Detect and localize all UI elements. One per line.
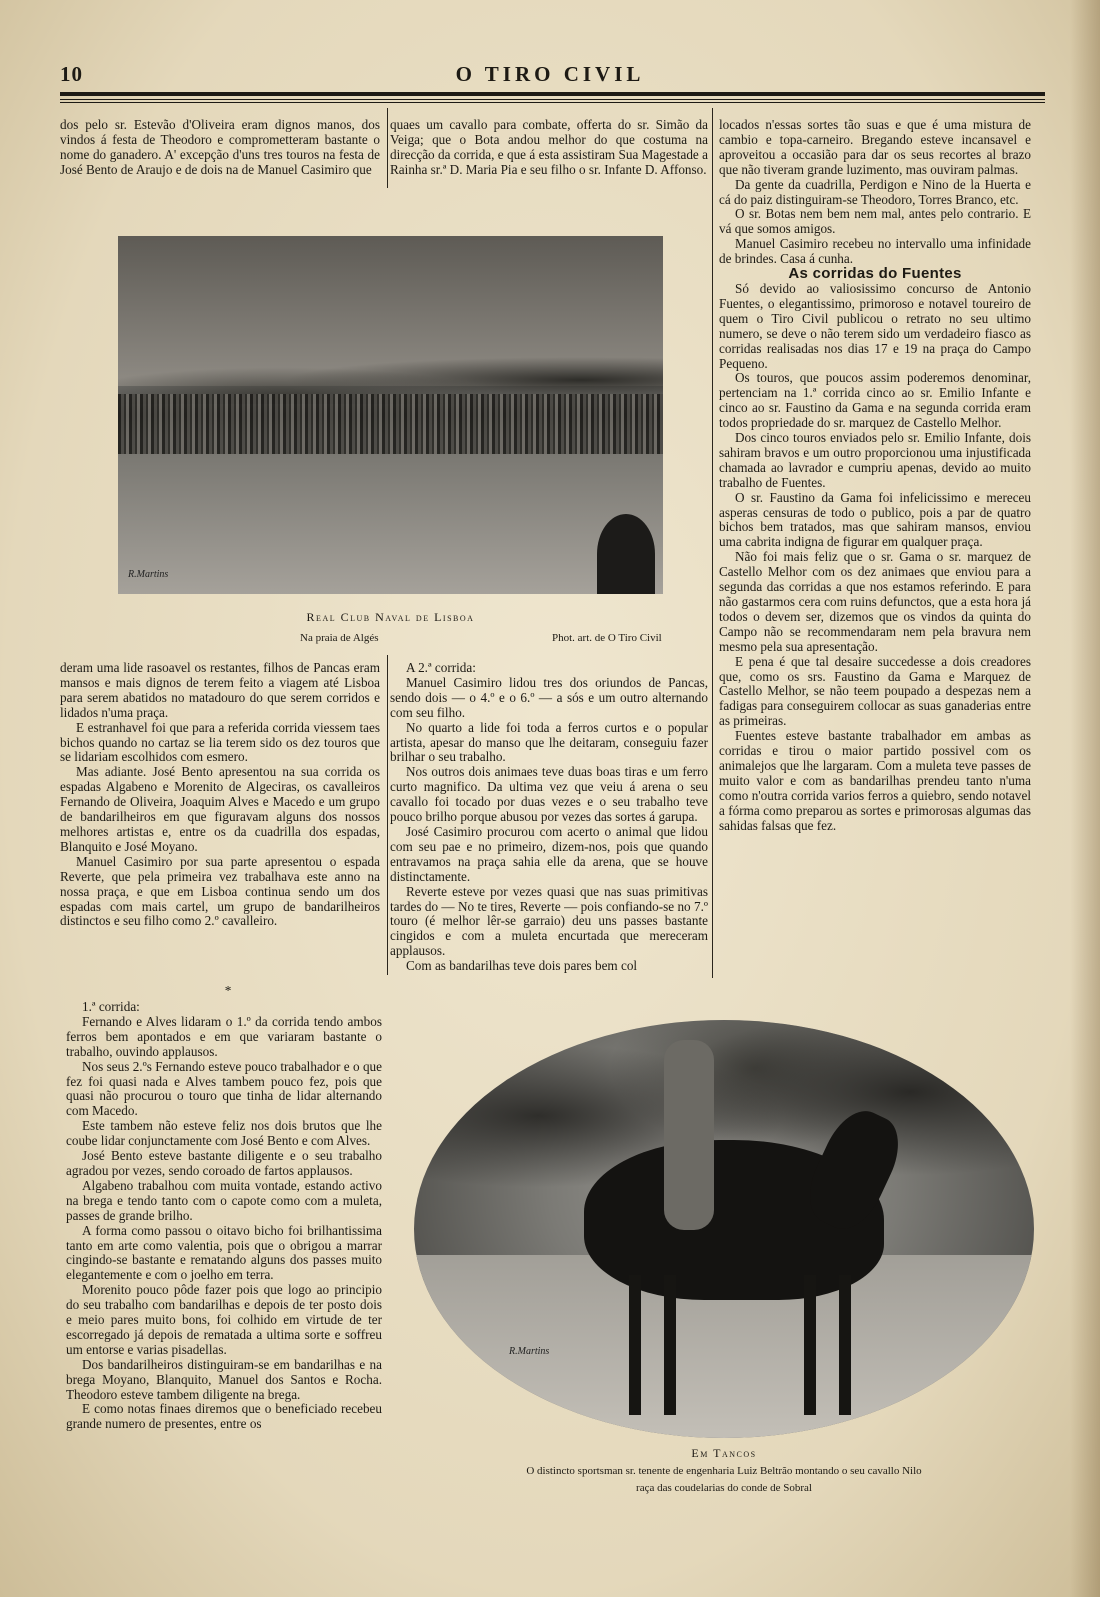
paragraph: dos pelo sr. Estevão d'Oliveira eram dignos manos, dos vindos á festa de Theodoro e comprometteram bastante o nome do ganadero. A' excepção d'uns tres touros na festa de José Bento de Araujo e de dois na de Manuel Casimiro que [60, 117, 380, 177]
paragraph: Nos outros dois animaes teve duas boas tiras e um ferro curto magnifico. Da ultima vez que veiu á arena o seu cavallo foi tocado por duas vezes e o seu trabalho teve pouco brilho porque abusou por vezes das sortes á garupa. [390, 764, 708, 825]
paragraph: E como notas finaes diremos que o beneficiado recebeu grande numero de presentes, entre os [66, 1401, 382, 1432]
asterisk-divider-wrap [60, 984, 380, 999]
column-2-top [390, 118, 708, 178]
header-rule-thick [60, 92, 1045, 96]
paragraph: 1.ª corrida: [82, 999, 140, 1014]
page-number: 10 [60, 62, 83, 86]
paragraph: José Bento esteve bastante diligente e o seu trabalho agradou por vezes, sendo coroado de fartos applausos. [66, 1148, 382, 1178]
paragraph: Nos seus 2.ºs Fernando esteve pouco trabalhador e o que fez foi quasi nada e Alves tambem pouco fez, pois que quasi não procurou o touro que tinha de lidar alternando com Macedo. [66, 1058, 382, 1119]
paragraph: Só devido ao valiosissimo concurso de Antonio Fuentes, o elegantissimo, primoroso e notavel toureiro de quem o Tiro Civil publicou o retrato no seu ultimo numero, se deve o não terem sido um verdadeiro fiasco as corridas realisadas nos dias 17 e 19 na praça do Campo Pequeno. [719, 280, 1031, 371]
column-2-middle [390, 661, 708, 974]
paragraph: Da gente da cuadrilla, Perdigon e Nino de la Huerta e cá do paiz distinguiram-se Theodoro, Torres Branco, etc. [719, 176, 1031, 207]
photo1-caption-subtitle: Na praia de Algés [300, 632, 379, 644]
paragraph: O sr. Botas nem bem nem mal, antes pelo contrario. E vá que somos amigos. [719, 206, 1031, 237]
photo-hat-silhouette [597, 514, 655, 594]
column-1-middle [60, 661, 380, 929]
paragraph: Algabeno trabalhou com muita vontade, estando activo na brega e tendo tanto com o capote como com a muleta, passes de grande brilho. [66, 1177, 382, 1223]
photo-crowd [118, 394, 663, 454]
paragraph: locados n'essas sortes tão suas e que é uma mistura de cambio e topa-carneiro. Bregando esteve incansavel e aproveitou a occasião para dar os seus recortes al brazo que não tiveram grande luzimento, mas ouviram palmas. [719, 117, 1031, 177]
paragraph: Os touros, que poucos assim poderemos denominar, pertenciam na 1.ª corrida cinco ao sr. Emilio Infante e cinco ao sr. Faustino da Gama e na segunda corrida eram todos propriedade do sr. marquez de Castello Melhor. [719, 370, 1031, 431]
paragraph: O sr. Faustino da Gama foi infelicissimo e mereceu asperas censuras de todo o publico, pois a par de quatro bichos bem tratados, mas que sahiram mansos, enviou uma cabrita indigna de figurar em qualquer praça. [719, 489, 1031, 550]
photo2-caption-title: Em Tancos [691, 1446, 757, 1460]
paragraph: José Casimiro procurou com acerto o animal que lidou com seu pae e no primeiro, dizem-nos, pois que quando entravamos na praça sahia elle da arena, que se houve distinctamente. [390, 823, 708, 884]
photo1-caption-title: Real Club Naval de Lisboa [306, 610, 475, 624]
paragraph: A forma como passou o oitavo bicho foi brilhantissima tanto em arte como valentia, pois que o obrigou a marrar cingindo-se bastante e rematando alguns dos passes muito elegantemente e com o joelho em terra. [66, 1222, 382, 1283]
paragraph: Dos bandarilheiros distinguiram-se em bandarilhas e na brega Moyano, Blanquito, Manuel dos Santos e Rocha. Theodoro esteve tambem diligente na brega. [66, 1356, 382, 1402]
column-rule-1-mid [387, 655, 388, 975]
paragraph: Dos cinco touros enviados pelo sr. Emilio Infante, dois sahiram bravos e um outro proporcionou uma injustificada chamada ao lavrador e cumpriu apenas, devido ao muito trabalho de Fuentes. [719, 430, 1031, 490]
photo-signature: R.Martins [128, 569, 169, 580]
column-1-top [60, 118, 380, 178]
paragraph: Manuel Casimiro por sua parte apresentou o espada Reverte, que pela primeira vez trabalhava este anno na nossa praça, e que em Lisboa continua sendo um dos espadas com mais cartel, um grupo de bandarilheiros distinctos e seu filho como 2.º cavalleiro. [60, 853, 380, 929]
photo-horse-leg [839, 1275, 851, 1415]
photo2-signature: R.Martins [509, 1346, 550, 1357]
paragraph: quaes um cavallo para combate, offerta do sr. Simão da Veiga; que o Bota andou melhor do que costuma na direcção da corrida, e que á esta assistiram Sua Magestade a Rainha sr.ª D. Maria Pia e seu filho o sr. Infante D. Affonso. [390, 117, 708, 177]
paragraph: Manuel Casimiro lidou tres dos oriundos de Pancas, sendo dois — o 4.º e o 6.º — a sós e um outro alternando com seu filho. [390, 674, 708, 720]
newspaper-title: O TIRO CIVIL [455, 62, 645, 86]
column-3 [719, 118, 1031, 834]
photo2-caption-line-2: raça das coudelarias do conde de Sobral [636, 1482, 812, 1494]
paragraph: A 2.ª corrida: [406, 660, 476, 675]
column-1-bottom [66, 1000, 382, 1432]
photo-water [118, 454, 663, 594]
paragraph: Manuel Casimiro recebeu no intervallo uma infinidade de brindes. Casa á cunha. [719, 236, 1031, 267]
paragraph: Fernando e Alves lidaram o 1.º da corrida tendo ambos ferros bem apontados e em que variaram bastante o trabalho, ouvindo applausos. [66, 1013, 382, 1059]
photo2-caption-line-1: O distincto sportsman sr. tenente de engenharia Luiz Beltrão montando o seu cavallo Nilo [526, 1465, 922, 1477]
photo-horse-leg [664, 1275, 676, 1415]
paragraph: No quarto a lide foi toda a ferros curtos e o popular artista, apesar do manso que lhe deitaram, conseguiu fazer brilhar o seu trabalho. [390, 719, 708, 765]
photo1-credit: Phot. art. de O Tiro Civil [552, 632, 662, 644]
section-heading: As corridas do Fuentes [788, 265, 962, 283]
paragraph: Mas adiante. José Bento apresentou na sua corrida os espadas Algabeno e Morenito de Algeciras, os cavalleiros Fernando de Oliveira, Joaquim Alves e Macedo e um grupo de bandarilheiros em que figuravam alguns dos nossos melhores artistas e, entre os da cuadrilla dos espadas, Blanquito e José Moyano. [60, 764, 380, 854]
paragraph: deram uma lide rasoavel os restantes, filhos de Pancas eram mansos e mais dignos de terem feito a viagem até Lisboa para serem abatidos no matadouro do que serem corridos e lidados n'uma praça. [60, 660, 380, 720]
photo-horse-leg [629, 1275, 641, 1415]
page-edge-shadow [1070, 0, 1100, 1597]
photo-rider [664, 1040, 714, 1230]
paragraph: Com as bandarilhas teve dois pares bem col [406, 958, 638, 974]
paragraph: Este tambem não esteve feliz nos dois brutos que lhe coube lidar conjunctamente com José Bento e com Alves. [66, 1118, 382, 1149]
paragraph: Reverte esteve por vezes quasi que nas suas primitivas tardes do — No te tires, Reverte — pois confiando-se no 7.º touro (é melhor lêr-se garraio) deu uns passes bastante cingidos e com a muleta encurtada que mereceram applausos. [390, 883, 708, 959]
paragraph: Morenito pouco pôde fazer pois que logo ao principio do seu trabalho com bandarilhas e depois de ter posto dois e meio pares muito bons, foi colhido em virtude de ter escorregado já depois de rematada a ultima sorte e soffreu um entorse e varias pisadellas. [66, 1282, 382, 1357]
paragraph: E estranhavel foi que para a referida corrida viessem taes bichos quando no cartaz se lia terem sido os dez touros que se lidariam escolhidos com esmero. [60, 719, 380, 765]
header-rule-thin [60, 99, 1045, 100]
paragraph: Não foi mais feliz que o sr. Gama o sr. marquez de Castello Melhor com os dez animaes que enviou para a segunda das corridas a que nos estamos referindo. E para não gastarmos cera com ruins defunctos, que a esta hora já todos o devem ser, dizemos que os vindos da quinta do Campo não se recommendaram nem pela bravura nem mesmo pela sua apresentação. [719, 549, 1031, 654]
header-rule-thin-2 [60, 102, 1045, 103]
column-rule-1-top [387, 108, 388, 188]
paragraph: Fuentes esteve bastante trabalhador em ambas as corridas e tirou o maior partido possivel com os animalejos que lhe largaram. Com a muleta teve passes de muito valor e com as bandarilhas prendeu tanto n'uma como n'outra corrida varios ferros a quiebro, sendo notavel a fórma como preparou as sortes e primorosas algumas das sahidas falsas que fez. [719, 728, 1031, 833]
photo-horse-leg [804, 1275, 816, 1415]
photo-real-club-naval [118, 236, 663, 594]
paragraph: E pena é que tal desaire succedesse a dois creadores que, como os srs. Faustino da Gama e Marquez de Castello Melhor, se não teem poupado a despezas nem a fadigas para conseguirem collocar as suas ganaderias entre as primeiras. [719, 653, 1031, 729]
column-rule-2 [712, 108, 713, 978]
asterisk-divider: * [224, 983, 232, 998]
photo-em-tancos [414, 1020, 1034, 1438]
